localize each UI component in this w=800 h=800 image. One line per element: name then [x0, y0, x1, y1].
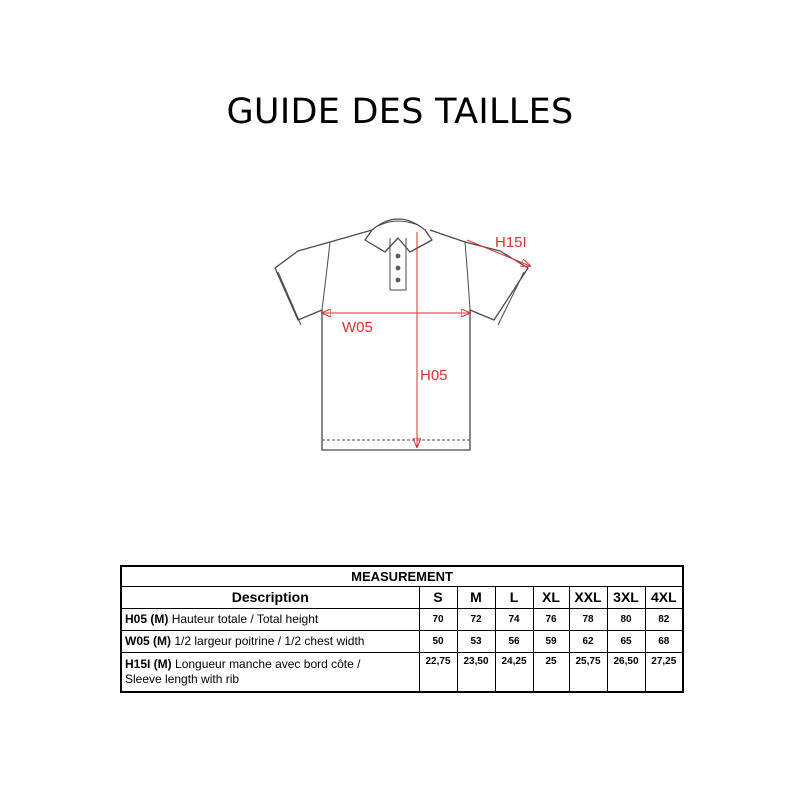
size-header-xl: XL — [533, 586, 569, 608]
table-cell: 53 — [457, 630, 495, 652]
chest-label: W05 — [342, 319, 373, 336]
table-cell: 72 — [457, 608, 495, 630]
table-row — [121, 652, 683, 692]
table-row — [121, 630, 683, 652]
table-cell: 23,50 — [457, 652, 495, 692]
table-cell: 70 — [419, 608, 457, 630]
table-header-row — [121, 586, 683, 608]
size-header-l: L — [495, 586, 533, 608]
page-title: GUIDE DES TAILLES — [226, 92, 574, 132]
size-header-3xl: 3XL — [607, 586, 645, 608]
sleeve-label: H15I — [495, 234, 527, 251]
row-text: Hauteur totale / Total height — [171, 612, 319, 626]
size-header-xxl: XXL — [569, 586, 607, 608]
row-description — [121, 608, 419, 630]
row-text: 1/2 largeur poitrine / 1/2 chest width — [174, 634, 365, 648]
row-description — [121, 652, 419, 692]
table-cell: 22,75 — [419, 652, 457, 692]
table-cell: 65 — [607, 630, 645, 652]
height-label: H05 — [420, 367, 448, 384]
placket-buttons — [396, 254, 401, 283]
table-cell: 59 — [533, 630, 569, 652]
row-description — [121, 630, 419, 652]
table-cell: 26,50 — [607, 652, 645, 692]
table-row — [121, 608, 683, 630]
table-cell: 82 — [645, 608, 683, 630]
table-cell: 27,25 — [645, 652, 683, 692]
table-caption: MEASUREMENT — [121, 566, 683, 586]
table-cell: 78 — [569, 608, 607, 630]
table-cell: 24,25 — [495, 652, 533, 692]
table-cell: 25,75 — [569, 652, 607, 692]
description-header: Description — [121, 586, 419, 608]
row-code: H15I (M) — [125, 656, 172, 671]
size-header-m: M — [457, 586, 495, 608]
table-cell: 56 — [495, 630, 533, 652]
row-text-line2: Sleeve length with rib — [125, 671, 240, 686]
row-code: W05 (M) — [125, 634, 171, 648]
size-header-4xl: 4XL — [645, 586, 683, 608]
size-header-s: S — [419, 586, 457, 608]
table-cell: 74 — [495, 608, 533, 630]
polo-shirt-icon — [275, 219, 528, 450]
measurement-table — [120, 565, 684, 693]
row-text: Longueur manche avec bord côte / — [175, 656, 361, 671]
table-cell: 76 — [533, 608, 569, 630]
table-cell: 68 — [645, 630, 683, 652]
table-cell: 62 — [569, 630, 607, 652]
table-cell: 25 — [533, 652, 569, 692]
table-cell: 80 — [607, 608, 645, 630]
measurement-lines — [322, 232, 530, 447]
row-code: H05 (M) — [125, 612, 169, 626]
table-cell: 50 — [419, 630, 457, 652]
